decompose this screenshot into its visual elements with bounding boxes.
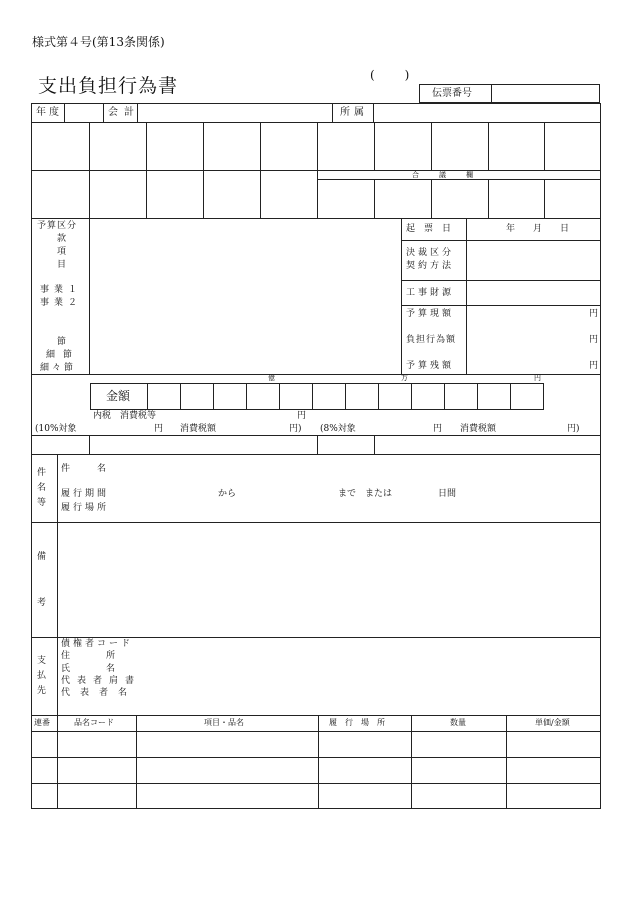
kihyo-date[interactable]: 年 月 日 <box>506 224 570 234</box>
kihyo-label: 起 票 日 <box>406 224 452 234</box>
koji-label: 工事財源 <box>406 288 455 298</box>
biko-side-1: 備 <box>37 552 47 562</box>
uchizei-yen: 円 <box>297 411 307 421</box>
setsu-label: 節 <box>57 337 67 347</box>
ten-pct-label: (10%対象 <box>35 424 77 434</box>
th-renban: 連番 <box>34 718 50 727</box>
genkaku-label: 予算現額 <box>406 309 455 319</box>
kingaku-label: 金額 <box>106 389 131 403</box>
kan-label: 款 <box>57 234 67 244</box>
kenmei-side-3: 等 <box>37 498 47 508</box>
kenmei-side-2: 名 <box>37 483 47 493</box>
futan-yen: 円 <box>589 335 599 345</box>
saisetsu-label: 細節 <box>46 350 81 360</box>
shohi1-yen: 円) <box>289 424 302 434</box>
th-suryo: 数量 <box>450 718 466 727</box>
shozoku-label: 所属 <box>340 107 368 118</box>
saiken-code-label: 債権者コード <box>61 639 134 649</box>
zangaku-label: 予算残額 <box>406 361 455 371</box>
made-label: まで または <box>338 489 393 499</box>
th-komoku: 項目・品名 <box>204 718 244 727</box>
saisaisetsu-label: 細々節 <box>40 363 77 373</box>
en-label: 円 <box>534 374 541 382</box>
kaikei-label: 会計 <box>108 107 140 118</box>
jusho-label: 住 所 <box>61 651 116 661</box>
eight-pct-yen: 円 <box>433 424 443 434</box>
genkaku-yen: 円 <box>589 309 599 319</box>
jigyo2-label: 事業２ <box>40 298 83 308</box>
moku-label: 目 <box>57 260 67 270</box>
shiharai-side-1: 支 <box>37 656 47 666</box>
header-paren: ( ) <box>370 68 412 82</box>
shiharai-side-2: 払 <box>37 671 47 681</box>
keiyaku-label: 契約方法 <box>406 261 455 271</box>
oku-label: 億 <box>268 374 275 382</box>
form-number: 様式第４号(第13条関係) <box>32 35 165 49</box>
katagaki-label: 代表者肩書 <box>61 676 142 686</box>
kou-label: 項 <box>57 247 67 257</box>
denpyo-label: 伝票番号 <box>432 88 472 99</box>
kessai-label: 決裁区分 <box>406 248 455 258</box>
shiharai-side-3: 先 <box>37 686 47 696</box>
shimei-label: 氏 名 <box>61 664 116 674</box>
futan-label: 負担行為額 <box>406 335 457 345</box>
nichikan-label: 日間 <box>438 489 457 499</box>
th-tanka: 単価/金額 <box>535 718 570 727</box>
ten-pct-yen: 円 <box>154 424 164 434</box>
shohi2-label: 消費税額 <box>460 424 497 434</box>
biko-side-2: 考 <box>37 598 47 608</box>
nendo-label: 年度 <box>36 107 62 118</box>
kenmei-label: 件 名 <box>61 464 107 474</box>
eight-pct-label: (8%対象 <box>320 424 356 434</box>
basho-label: 履行場所 <box>61 503 110 513</box>
shohi1-label: 消費税額 <box>180 424 217 434</box>
denpyo-divider <box>491 84 492 103</box>
uchizei-label: 内税 消費税等 <box>93 411 157 421</box>
kenmei-side-1: 件 <box>37 468 47 478</box>
page-title: 支出負担行為書 <box>38 75 179 97</box>
zangaku-yen: 円 <box>589 361 599 371</box>
kikan-label: 履行期間 <box>61 489 110 499</box>
daihyo-label: 代表者名 <box>61 688 138 698</box>
yosan-kubun-label: 予算区分 <box>37 221 78 231</box>
man-label: 万 <box>401 374 408 382</box>
th-hinmei-code: 品名コード <box>74 718 114 727</box>
kara-label: から <box>218 489 237 499</box>
shohi2-yen: 円) <box>567 424 580 434</box>
jigyo1-label: 事業１ <box>40 285 83 295</box>
gogi-label: 合 議 欄 <box>412 171 475 179</box>
th-basho: 履 行 場 所 <box>329 718 385 727</box>
